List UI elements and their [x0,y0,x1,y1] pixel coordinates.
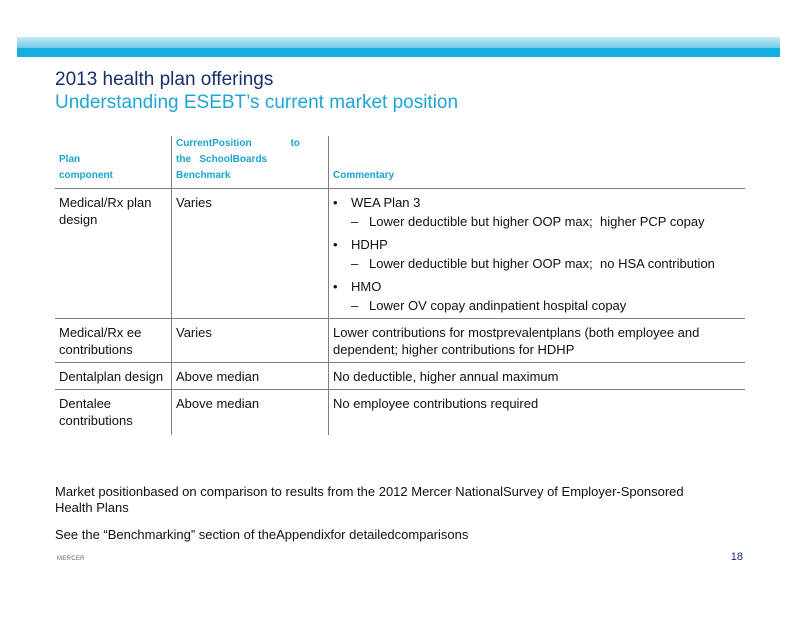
header-band-accent [17,48,780,57]
list-item: • HDHP [333,237,388,252]
page-number: 18 [730,551,743,563]
list-item: • WEA Plan 3 [333,195,421,210]
table-row [55,189,745,319]
plan-comparison-table [55,136,745,435]
cell-component: Medical/Rx ee contributions [55,319,172,363]
cell-component: Dentalplan design [55,363,172,390]
cell-position: Above median [172,390,329,436]
table-row [55,363,745,390]
footnote-source: Market positionbased on comparison to results from the 2012 Mercer NationalSurvey of Employer-Sponsored Health Plans [55,484,684,515]
cell-component: Dentalee contributions [55,390,172,436]
table-row [55,390,745,436]
sub-list-item: – Lower deductible but higher OOP max; higher PCP copay [351,214,705,229]
list-item: • HMO [333,279,382,294]
cell-position: Above median [172,363,329,390]
table-header-row [55,136,745,189]
col-header-current-position: CurrentPosition to the SchoolBoards Benchmark [172,136,329,189]
table-row [55,319,745,363]
page-title: 2013 health plan offerings [55,69,274,90]
footer-brand: MERCER [57,556,85,562]
col-header-plan-component: Plan component [55,136,172,189]
cell-commentary: Lower contributions for mostprevalentplans (both employee and dependent; higher contributions for HDHP [329,319,746,363]
cell-position: Varies [172,319,329,363]
cell-position: Varies [172,189,329,319]
sub-list-item: – Lower deductible but higher OOP max; no HSA contribution [351,256,715,271]
footnote-appendix: See the “Benchmarking” section of theAppendixfor detailedcomparisons [55,527,469,542]
page-subtitle: Understanding ESEBT’s current market position [55,92,459,113]
col-header-commentary: Commentary [329,136,746,189]
cell-component: Medical/Rx plan design [55,189,172,319]
sub-list-item: – Lower OV copay andinpatient hospital copay [351,298,627,313]
cell-commentary: No employee contributions required [333,396,539,411]
cell-commentary [329,189,746,319]
cell-commentary: No deductible, higher annual maximum [329,363,746,390]
